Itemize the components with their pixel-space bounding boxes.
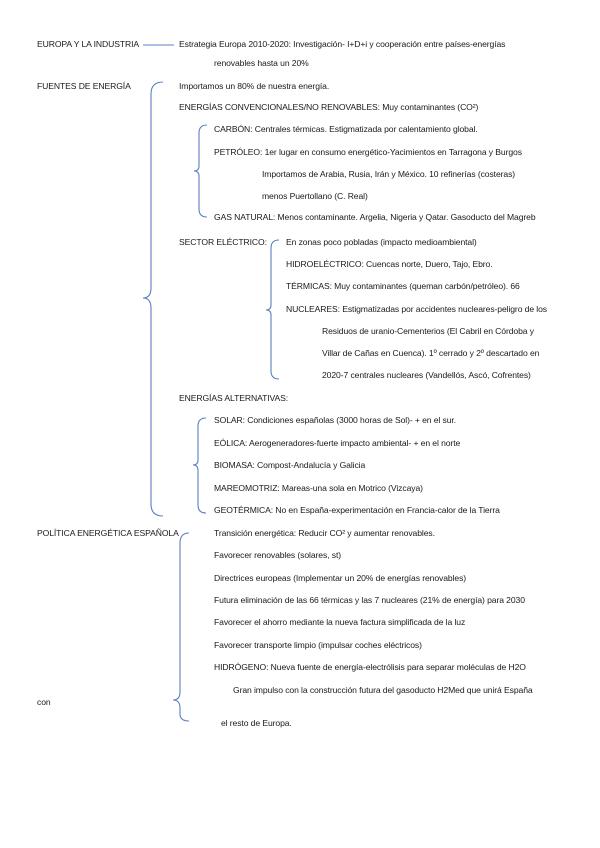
- sector-brace: [266, 240, 279, 379]
- alternativas-heading: ENERGÍAS ALTERNATIVAS:: [179, 393, 289, 403]
- mareomotriz-line: MAREOMOTRIZ: Mareas-una sola en Motrico (Vizcaya): [214, 483, 423, 493]
- petroleo-line-1: PETRÓLEO: 1er lugar en consumo energético-Yacimientos en Tarragona y Burgos: [214, 147, 522, 157]
- nucleares-line-3: Villar de Cañas en Cuenca). 1º cerrado y 2º descartado en: [322, 348, 540, 358]
- europa-line-2: renovables hasta un 20%: [214, 58, 309, 68]
- politica-item: Transición energética: Reducir CO² y aumentar renovables.: [214, 528, 435, 538]
- europa-title: EUROPA Y LA INDUSTRIA: [37, 39, 140, 49]
- carbon-line: CARBÓN: Centrales térmicas. Estigmatizada por calentamiento global.: [214, 124, 478, 134]
- politica-brace: [173, 533, 189, 721]
- convencionales-heading: ENERGÍAS CONVENCIONALES/NO RENOVABLES: Muy contaminantes (CO²): [179, 102, 479, 112]
- fuentes-title: FUENTES DE ENERGÍA: [37, 81, 131, 91]
- sector-line-1: En zonas poco pobladas (impacto medioambiental): [286, 237, 477, 247]
- solar-line: SOLAR: Condiciones españolas (3000 horas de Sol)- + en el sur.: [214, 415, 456, 425]
- gas-line: GAS NATURAL: Menos contaminante. Argelia, Nigeria y Qatar. Gasoducto del Magreb: [214, 212, 536, 222]
- fuentes-brace: [143, 82, 163, 516]
- hidrogeno-line-3: el resto de Europa.: [221, 718, 292, 728]
- hidro-line: HIDROELÉCTRICO: Cuencas norte, Duero, Tajo, Ebro.: [286, 259, 493, 269]
- biomasa-line: BIOMASA: Compost-Andalucía y Galicia: [214, 460, 366, 470]
- politica-item: HIDRÓGENO: Nueva fuente de energía-electrólisis para separar moléculas de H2O: [214, 662, 526, 672]
- politica-item: Futura eliminación de las 66 térmicas y las 7 nucleares (21% de energía) para 2030: [214, 595, 525, 605]
- politica-item: Favorecer renovables (solares, st): [214, 550, 341, 560]
- nucleares-line-2: Residuos de uranio-Cementerios (El Cabril en Córdoba y: [322, 326, 534, 336]
- sector-title: SECTOR ELÉCTRICO:: [179, 237, 267, 247]
- hidrogeno-line-2: Gran impulso con la construcción futura del gasoducto H2Med que unirá España: [233, 685, 533, 695]
- politica-item: Favorecer el ahorro mediante la nueva factura simplificada de la luz: [214, 617, 466, 627]
- alternativas-brace: [193, 418, 206, 513]
- politica-title: POLÍTICA ENERGÉTICA ESPAÑOLA: [37, 528, 179, 538]
- convencionales-brace: [194, 125, 207, 217]
- petroleo-line-2: Importamos de Arabia, Rusia, Irán y México. 10 refinerías (costeras): [262, 169, 516, 179]
- petroleo-line-3: menos Puertollano (C. Real): [262, 191, 368, 201]
- politica-item: Directrices europeas (Implementar un 20% de energías renovables): [214, 573, 467, 583]
- nucleares-line-1: NUCLEARES: Estigmatizadas por accidentes nucleares-peligro de los: [286, 304, 547, 314]
- termicas-line: TÉRMICAS: Muy contaminantes (queman carbón/petróleo). 66: [286, 281, 520, 291]
- geotermica-line: GEOTÉRMICA: No en España-experimentación en Francia-calor de la Tierra: [214, 505, 500, 515]
- con-text: con: [37, 697, 51, 707]
- nucleares-line-4: 2020-7 centrales nucleares (Vandellós, Ascó, Cofrentes): [322, 370, 531, 380]
- europa-line-1: Estrategia Europa 2010-2020: Investigación- I+D+i y cooperación entre países-energías: [179, 39, 506, 49]
- eolica-line: EÓLICA: Aerogeneradores-fuerte impacto ambiental- + en el norte: [214, 438, 461, 448]
- fuentes-import: Importamos un 80% de nuestra energía.: [179, 81, 330, 91]
- politica-item: Favorecer transporte limpio (impulsar coches eléctricos): [214, 640, 422, 650]
